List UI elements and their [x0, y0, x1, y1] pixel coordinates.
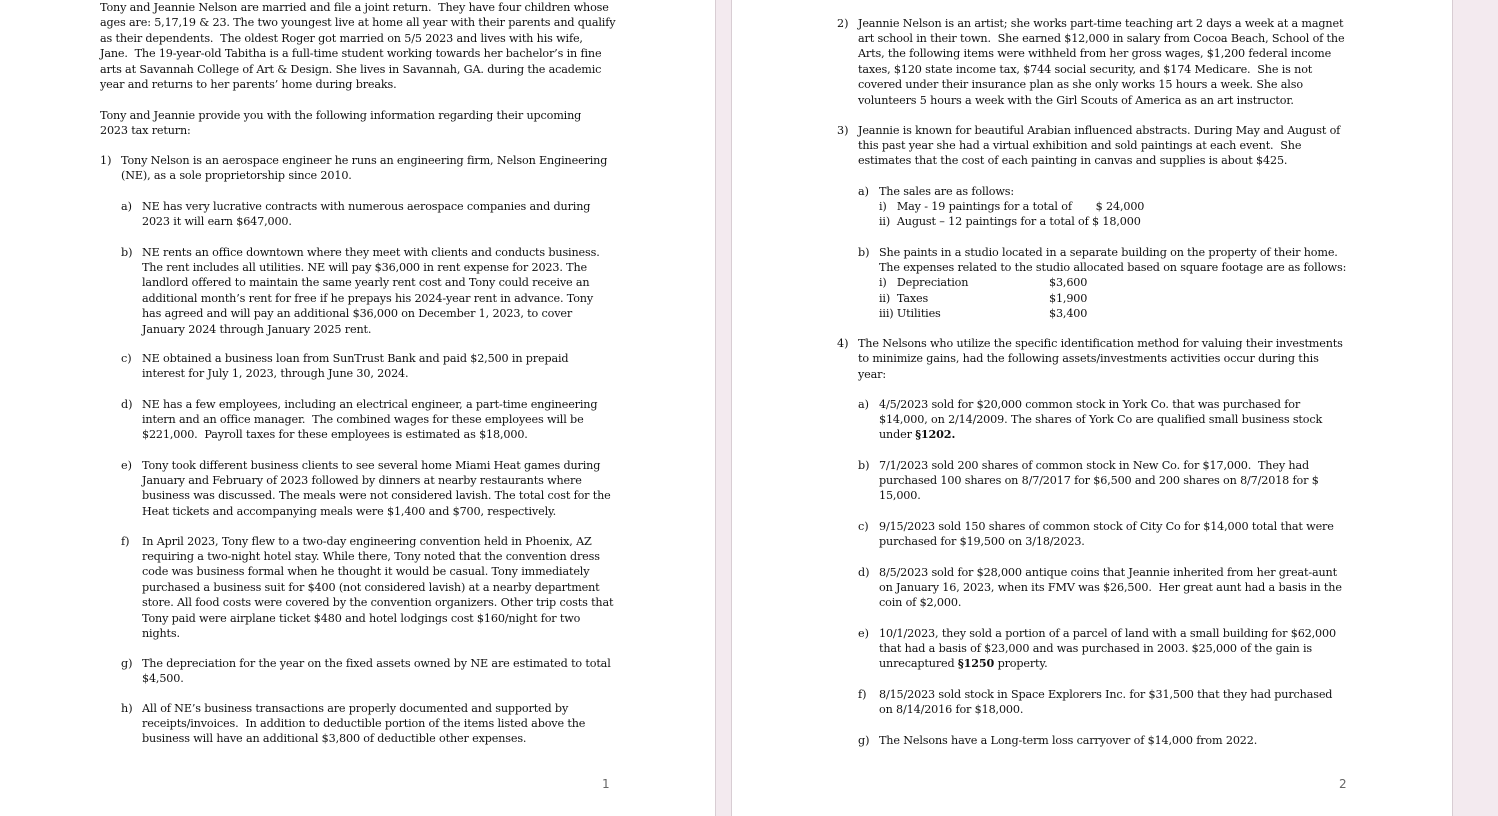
item-2-line-1: Jeannie Nelson is an artist; she works part-time teaching art 2 days a week at a magnet: [858, 16, 1344, 30]
item-1g-line-2: $4,500.: [142, 671, 184, 685]
item-4d-label: d): [858, 565, 870, 579]
item-1g-line-1: The depreciation for the year on the fixed assets owned by NE are estimated to total: [142, 656, 611, 670]
item-1g-label: g): [121, 656, 133, 670]
item-1f-line-1: In April 2023, Tony flew to a two-day engineering convention held in Phoenix, AZ: [142, 534, 592, 548]
sales-may: i) May - 19 paintings for a total of $ 24,000: [879, 199, 1145, 213]
item-1d-line-1: NE has a few employees, including an electrical engineer, a part-time engineering: [142, 397, 598, 411]
item-4e-label: e): [858, 626, 869, 640]
item-1e-line-4: Heat tickets and accompanying meals were $1,400 and $700, respectively.: [142, 504, 557, 518]
item-1d-label: d): [121, 397, 133, 411]
intro2-line-2: 2023 tax return:: [100, 123, 191, 137]
page-number-2: 2: [1339, 777, 1347, 791]
item-3-line-3: estimates that the cost of each painting in canvas and supplies is about $425.: [858, 154, 1288, 168]
item-1f-line-7: nights.: [142, 626, 180, 640]
item-4e-line-2: that had a basis of $23,000 and was purchased in 2003. $25,000 of the gain is: [879, 641, 1313, 655]
item-3b-line-2: The expenses related to the studio allocated based on square footage are as follows:: [879, 260, 1347, 274]
item-4c-line-1: 9/15/2023 sold 150 shares of common stock of City Co for $14,000 total that were: [879, 519, 1334, 533]
item-4d-line-2: on January 16, 2023, when its FMV was $26,500. Her great aunt had a basis in the: [879, 580, 1342, 594]
item-4a-label: a): [858, 397, 870, 411]
studio-taxes-value: $1,900: [1049, 291, 1088, 305]
item-4-line-2: to minimize gains, had the following assets/investments activities occur during this: [858, 352, 1319, 366]
studio-taxes-label: ii) Taxes: [879, 291, 929, 305]
item-1f-line-3: code was business formal when he thought it would be casual. Tony immediately: [142, 565, 590, 579]
intro-line-2: ages are: 5,17,19 & 23. The two youngest live at home all year with their parents and qualify: [100, 16, 616, 30]
intro-line-5: arts at Savannah College of Art & Design. She lives in Savannah, GA. during the academic: [100, 62, 602, 76]
item-1h-line-3: business will have an additional $3,800 of deductible other expenses.: [142, 732, 527, 746]
page-2-right-edge: [1452, 0, 1453, 816]
item-4b-line-3: 15,000.: [879, 489, 921, 503]
item-1b-line-4: additional month’s rent for free if he prepays his 2024-year rent in advance. Tony: [142, 291, 594, 305]
studio-utilities-label: iii) Utilities: [879, 307, 941, 321]
item-1b-line-2: The rent includes all utilities. NE will pay $36,000 in rent expense for 2023. The: [142, 260, 588, 274]
item-2-line-5: covered under their insurance plan as she only works 15 hours a week. She also: [858, 78, 1303, 92]
studio-depreciation-value: $3,600: [1049, 276, 1088, 290]
item-2-line-3: Arts, the following items were withheld from her gross wages, $1,200 federal income: [858, 47, 1332, 61]
item-1h-line-2: receipts/invoices. In addition to deductible portion of the items listed above the: [142, 716, 586, 730]
intro-line-1: Tony and Jeannie Nelson are married and file a joint return. They have four children whose: [100, 1, 609, 14]
item-1e-line-2: January and February of 2023 followed by dinners at nearby restaurants where: [142, 473, 582, 487]
item-2-line-6: volunteers 5 hours a week with the Girl Scouts of America as an art instructor.: [858, 93, 1294, 107]
item-4a-line-1: 4/5/2023 sold for $20,000 common stock in York Co. that was purchased for: [879, 397, 1301, 411]
section-1250-ref: §1250: [957, 656, 995, 671]
item-1f-line-2: requiring a two-night hotel stay. While there, Tony noted that the convention dress: [142, 549, 600, 563]
item-1h-label: h): [121, 701, 133, 715]
item-1b-line-6: January 2024 through January 2025 rent.: [142, 322, 372, 336]
item-4d-line-3: coin of $2,000.: [879, 596, 962, 610]
page-number-1: 1: [602, 777, 610, 791]
item-1b-line-1: NE rents an office downtown where they meet with clients and conducts business.: [142, 245, 600, 259]
item-1f-line-5: store. All food costs were covered by the convention organizers. Other trip costs that: [142, 596, 614, 610]
item-1a-line-2: 2023 it will earn $647,000.: [142, 214, 292, 228]
item-4b-line-1: 7/1/2023 sold 200 shares of common stock in New Co. for $17,000. They had: [879, 458, 1309, 472]
intro-line-4: Jane. The 19-year-old Tabitha is a full-time student working towards her bachelor’s in fine: [100, 47, 602, 61]
item-4d-line-1: 8/5/2023 sold for $28,000 antique coins that Jeannie inherited from her great-aunt: [879, 565, 1337, 579]
item-1f-label: f): [121, 534, 130, 548]
item-3a-line: The sales are as follows:: [879, 184, 1015, 198]
item-4-line-3: year:: [858, 367, 886, 381]
intro-line-6: year and returns to her parents’ home during breaks.: [100, 78, 397, 91]
intro-line-3: as their dependents. The oldest Roger got married on 5/5 2023 and lives with his wife,: [100, 31, 583, 45]
item-1e-label: e): [121, 458, 132, 472]
sales-august: ii) August – 12 paintings for a total of $ 18,000: [879, 215, 1141, 229]
item-4g-label: g): [858, 733, 870, 747]
item-3-line-1: Jeannie is known for beautiful Arabian influenced abstracts. During May and August of: [858, 123, 1341, 137]
item-4e-line-1: 10/1/2023, they sold a portion of a parcel of land with a small building for $62,000: [879, 626, 1336, 640]
item-1d-line-3: $221,000. Payroll taxes for these employees is estimated as $18,000.: [142, 428, 528, 442]
section-1202-ref: §1202.: [915, 427, 956, 442]
item-4e-line-3: [879, 656, 1048, 671]
item-4e-unrecaptured-text: unrecaptured: [879, 657, 958, 671]
item-1c-line-2: interest for July 1, 2023, through June 30, 2024.: [142, 367, 409, 381]
item-4e-property-text: property.: [994, 657, 1048, 671]
item-1b-line-3: landlord offered to maintain the same yearly rent cost and Tony could receive an: [142, 276, 590, 290]
item-3b-label: b): [858, 245, 870, 259]
item-3a-label: a): [858, 184, 870, 198]
item-2-line-4: taxes, $120 state income tax, $744 social security, and $174 Medicare. She is not: [858, 62, 1313, 76]
item-4b-line-2: purchased 100 shares on 8/7/2017 for $6,500 and 200 shares on 8/7/2018 for $: [879, 473, 1319, 487]
document-page-2: [732, 0, 1452, 816]
item-4-number: 4): [837, 337, 849, 350]
page-2-left-edge: [731, 0, 732, 816]
item-1f-line-4: purchased a business suit for $400 (not considered lavish) at a nearby department: [142, 580, 600, 594]
item-1c-line-1: NE obtained a business loan from SunTrust Bank and paid $2,500 in prepaid: [142, 352, 569, 365]
item-1d-line-2: intern and an office manager. The combined wages for these employees will be: [142, 412, 584, 426]
item-1e-line-3: business was discussed. The meals were not considered lavish. The total cost for the: [142, 489, 611, 503]
item-4f-label: f): [858, 687, 867, 701]
studio-depreciation-label: i) Depreciation: [879, 276, 969, 290]
item-1a-label: a): [121, 199, 133, 213]
item-4g-line: The Nelsons have a Long-term loss carryover of $14,000 from 2022.: [879, 733, 1258, 747]
item-1e-line-1: Tony took different business clients to see several home Miami Heat games during: [142, 458, 601, 472]
item-2-number: 2): [837, 16, 849, 30]
studio-utilities-value: $3,400: [1049, 307, 1088, 321]
document-page-1: [0, 0, 715, 816]
item-4f-line-1: 8/15/2023 sold stock in Space Explorers Inc. for $31,500 that they had purchased: [879, 687, 1333, 701]
item-4c-line-2: purchased for $19,500 on 3/18/2023.: [879, 534, 1085, 548]
item-1b-label: b): [121, 245, 133, 259]
item-3b-line-1: She paints in a studio located in a separate building on the property of their home.: [879, 245, 1338, 259]
item-4a-under-text: under: [879, 428, 916, 442]
item-1c-label: c): [121, 352, 132, 365]
item-3-number: 3): [837, 123, 849, 137]
item-4b-label: b): [858, 458, 870, 472]
item-1a-line-1: NE has very lucrative contracts with numerous aerospace companies and during: [142, 199, 591, 213]
item-1h-line-1: All of NE’s business transactions are properly documented and supported by: [142, 701, 569, 715]
intro2-line-1: Tony and Jeannie provide you with the following information regarding their upcoming: [100, 108, 582, 122]
item-2-line-2: art school in their town. She earned $12,000 in salary from Cocoa Beach, School of the: [858, 31, 1345, 45]
item-4-line-1: The Nelsons who utilize the specific identification method for valuing their investments: [858, 337, 1343, 350]
item-4a-line-3: [879, 427, 955, 442]
item-4a-line-2: $14,000, on 2/14/2009. The shares of York Co are qualified small business stock: [879, 412, 1323, 426]
item-1-line-2: (NE), as a sole proprietorship since 2010.: [121, 169, 352, 183]
item-1f-line-6: Tony paid were airplane ticket $480 and hotel lodgings cost $160/night for two: [142, 611, 581, 625]
item-1-line-1: Tony Nelson is an aerospace engineer he runs an engineering firm, Nelson Engineering: [121, 154, 608, 167]
item-1b-line-5: has agreed and will pay an additional $36,000 on December 1, 2023, to cover: [142, 307, 573, 321]
item-4c-label: c): [858, 519, 869, 533]
page-gap-divider: [715, 0, 716, 816]
item-4f-line-2: on 8/14/2016 for $18,000.: [879, 702, 1024, 716]
item-1-number: 1): [100, 154, 112, 167]
item-3-line-2: this past year she had a virtual exhibition and sold paintings at each event. She: [858, 138, 1302, 152]
